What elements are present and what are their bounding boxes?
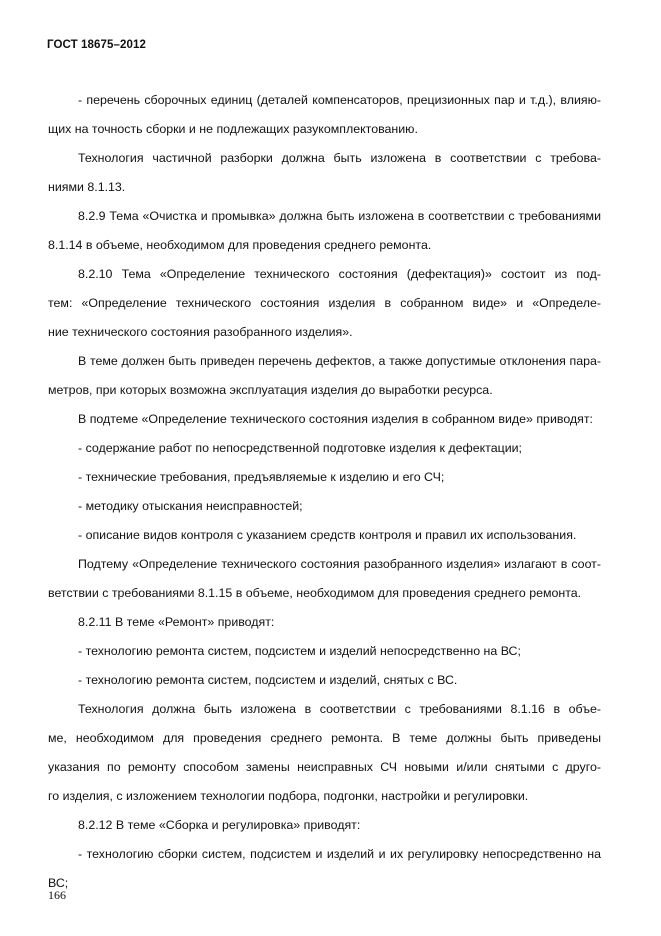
text-line: Технология должна быть изложена в соответствии с требованиями 8.1.16 в объе- <box>78 702 601 716</box>
text-line: щих на точность сборки и не подлежащих разукомплектованию. <box>48 122 418 136</box>
text-line: Подтему «Определение технического состояния разобранного изделия» излагают в соот- <box>78 557 601 571</box>
text-line: - описание видов контроля с указанием средств контроля и правил их использования. <box>78 528 577 542</box>
text-line: указания по ремонту способом замены неисправных СЧ новыми и/или снятыми с друго- <box>48 760 601 774</box>
text-line: 8.1.14 в объеме, необходимом для проведения среднего ремонта. <box>48 238 432 252</box>
text-line: метров, при которых возможна эксплуатация изделия до выработки ресурса. <box>48 383 493 397</box>
text-line: - технологию ремонта систем, подсистем и изделий непосредственно на ВС; <box>78 644 521 658</box>
page-number: 166 <box>48 888 66 902</box>
text-line: ВС; <box>48 876 69 890</box>
text-line: В теме должен быть приведен перечень дефектов, а также допустимые отклонения пара- <box>78 354 601 368</box>
text-line: 8.2.11 В теме «Ремонт» приводят: <box>78 615 275 629</box>
text-line: - технические требования, предъявляемые к изделию и его СЧ; <box>78 470 445 484</box>
text-line: - технологию сборки систем, подсистем и изделий и их регулировку непосредственно на <box>78 847 601 861</box>
text-line: ниями 8.1.13. <box>48 180 126 194</box>
text-line: 8.2.12 В теме «Сборка и регулировка» приводят: <box>78 818 361 832</box>
text-line: - методику отыскания неисправностей; <box>78 499 303 513</box>
document-header: ГОСТ 18675–2012 <box>47 39 147 51</box>
text-line: го изделия, с изложением технологии подбора, подгонки, настройки и регулировки. <box>48 789 529 803</box>
text-line: В подтеме «Определение технического состояния изделия в собранном виде» приводят: <box>78 412 593 426</box>
text-line: ме, необходимом для проведения среднего ремонта. В теме должны быть приведены <box>48 731 601 745</box>
text-line: 8.2.9 Тема «Очистка и промывка» должна быть изложена в соответствии с требованиями <box>78 209 601 223</box>
text-line: Технология частичной разборки должна быть изложена в соответствии с требова- <box>78 151 601 165</box>
text-line: 8.2.10 Тема «Определение технического состояния (дефектация)» состоит из под- <box>78 267 601 281</box>
text-line: - содержание работ по непосредственной подготовке изделия к дефектации; <box>78 441 522 455</box>
text-line: - перечень сборочных единиц (деталей компенсаторов, прецизионных пар и т.д.), влияю- <box>78 93 601 107</box>
text-line: ветствии с требованиями 8.1.15 в объеме, необходимом для проведения среднего ремонта. <box>48 586 582 600</box>
text-line: тем: «Определение технического состояния изделия в собранном виде» и «Определе- <box>48 296 601 310</box>
text-line: ние технического состояния разобранного изделия». <box>48 325 353 339</box>
text-line: - технологию ремонта систем, подсистем и изделий, снятых с ВС. <box>78 673 458 687</box>
